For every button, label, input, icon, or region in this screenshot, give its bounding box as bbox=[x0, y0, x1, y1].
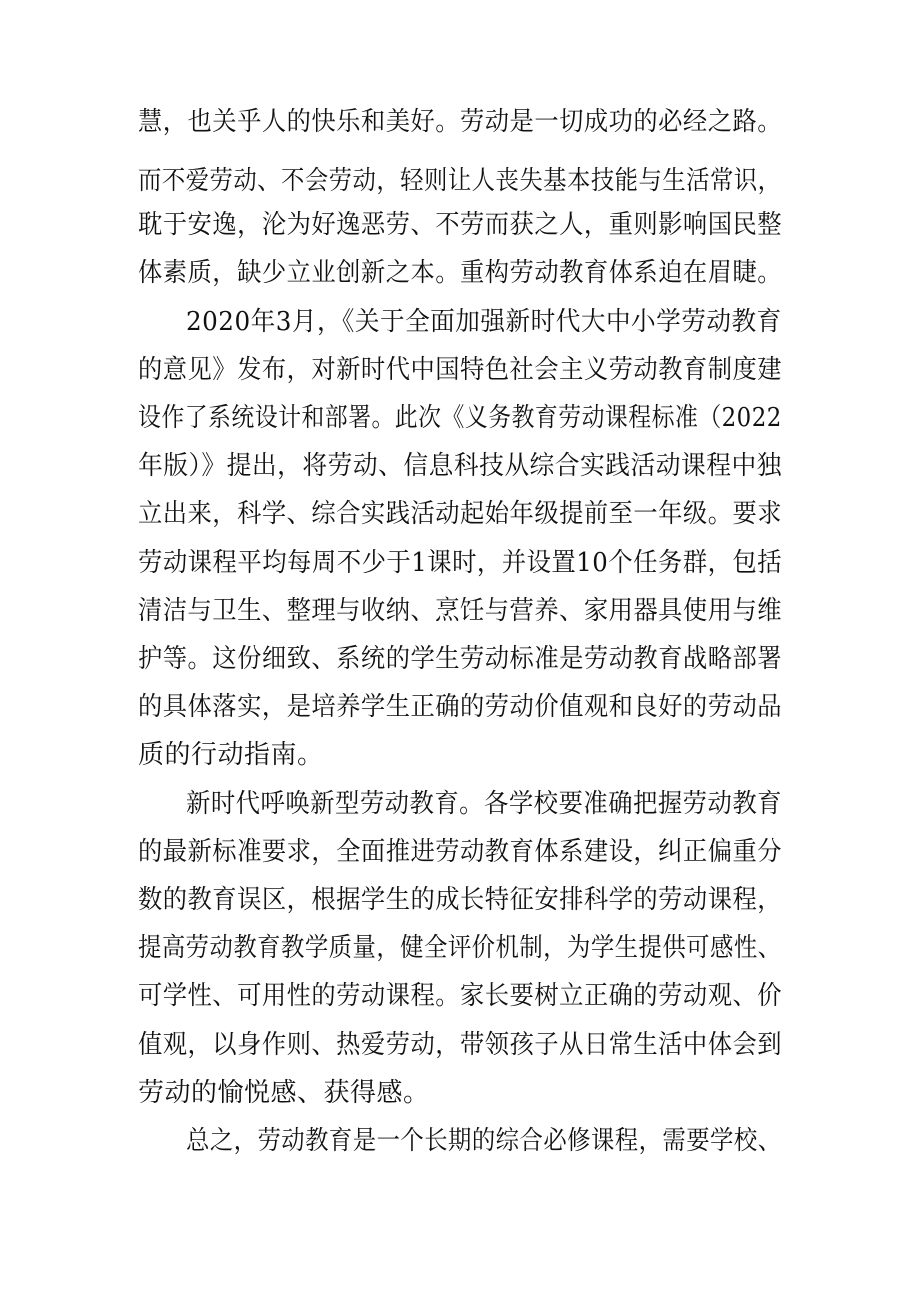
paragraph-start-line: 总之，劳动教育是一个长期的综合必修课程，需要学校、 bbox=[186, 1126, 782, 1156]
text-line: 设作了系统设计和部署。此次《义务教育劳动课程标准（2022 bbox=[138, 403, 782, 433]
text-line: 数的教育误区，根据学生的成长特征安排科学的劳动课程， bbox=[138, 885, 783, 915]
text-line: 劳动的愉悦感、获得感。 bbox=[138, 1078, 430, 1108]
text-line: 护等。这份细致、系统的学生劳动标准是劳动教育战略部署 bbox=[138, 644, 783, 674]
text-line: 年版）》提出，将劳动、信息科技从综合实践活动课程中独 bbox=[138, 451, 783, 481]
text-line: 耽于安逸，沦为好逸恶劳、不劳而获之人，重则影响国民整 bbox=[138, 210, 783, 240]
text-line: 劳动课程平均每周不少于1课时，并设置10个任务群，包括 bbox=[138, 548, 783, 578]
text-line: 立出来，科学、综合实践活动起始年级提前至一年级。要求 bbox=[138, 499, 783, 529]
text-line: 可学性、可用性的劳动课程。家长要树立正确的劳动观、价 bbox=[138, 981, 783, 1011]
text-line: 清洁与卫生、整理与收纳、烹饪与营养、家用器具使用与维 bbox=[138, 596, 783, 626]
text-line: 的最新标准要求，全面推进劳动教育体系建设，纠正偏重分 bbox=[138, 837, 783, 867]
text-line: 的意见》发布，对新时代中国特色社会主义劳动教育制度建 bbox=[138, 355, 783, 385]
paragraph-start-line: 2020年3月，《关于全面加强新时代大中小学劳动教育 bbox=[186, 307, 782, 337]
text-line: 慧，也关乎人的快乐和美好。劳动是一切成功的必经之路。 bbox=[138, 107, 783, 137]
text-line: 质的行动指南。 bbox=[138, 740, 324, 770]
text-line: 而不爱劳动、不会劳动，轻则让人丧失基本技能与生活常识， bbox=[138, 166, 782, 196]
text-line: 体素质，缺少立业创新之本。重构劳动教育体系迫在眉睫。 bbox=[138, 258, 783, 288]
paragraph-start-line: 新时代呼唤新型劳动教育。各学校要准确把握劳动教育 bbox=[186, 789, 783, 819]
text-line: 提高劳动教育教学质量，健全评价机制，为学生提供可感性、 bbox=[138, 933, 782, 963]
text-line: 的具体落实，是培养学生正确的劳动价值观和良好的劳动品 bbox=[138, 692, 783, 722]
text-line: 值观，以身作则、热爱劳动，带领孩子从日常生活中体会到 bbox=[138, 1030, 783, 1060]
